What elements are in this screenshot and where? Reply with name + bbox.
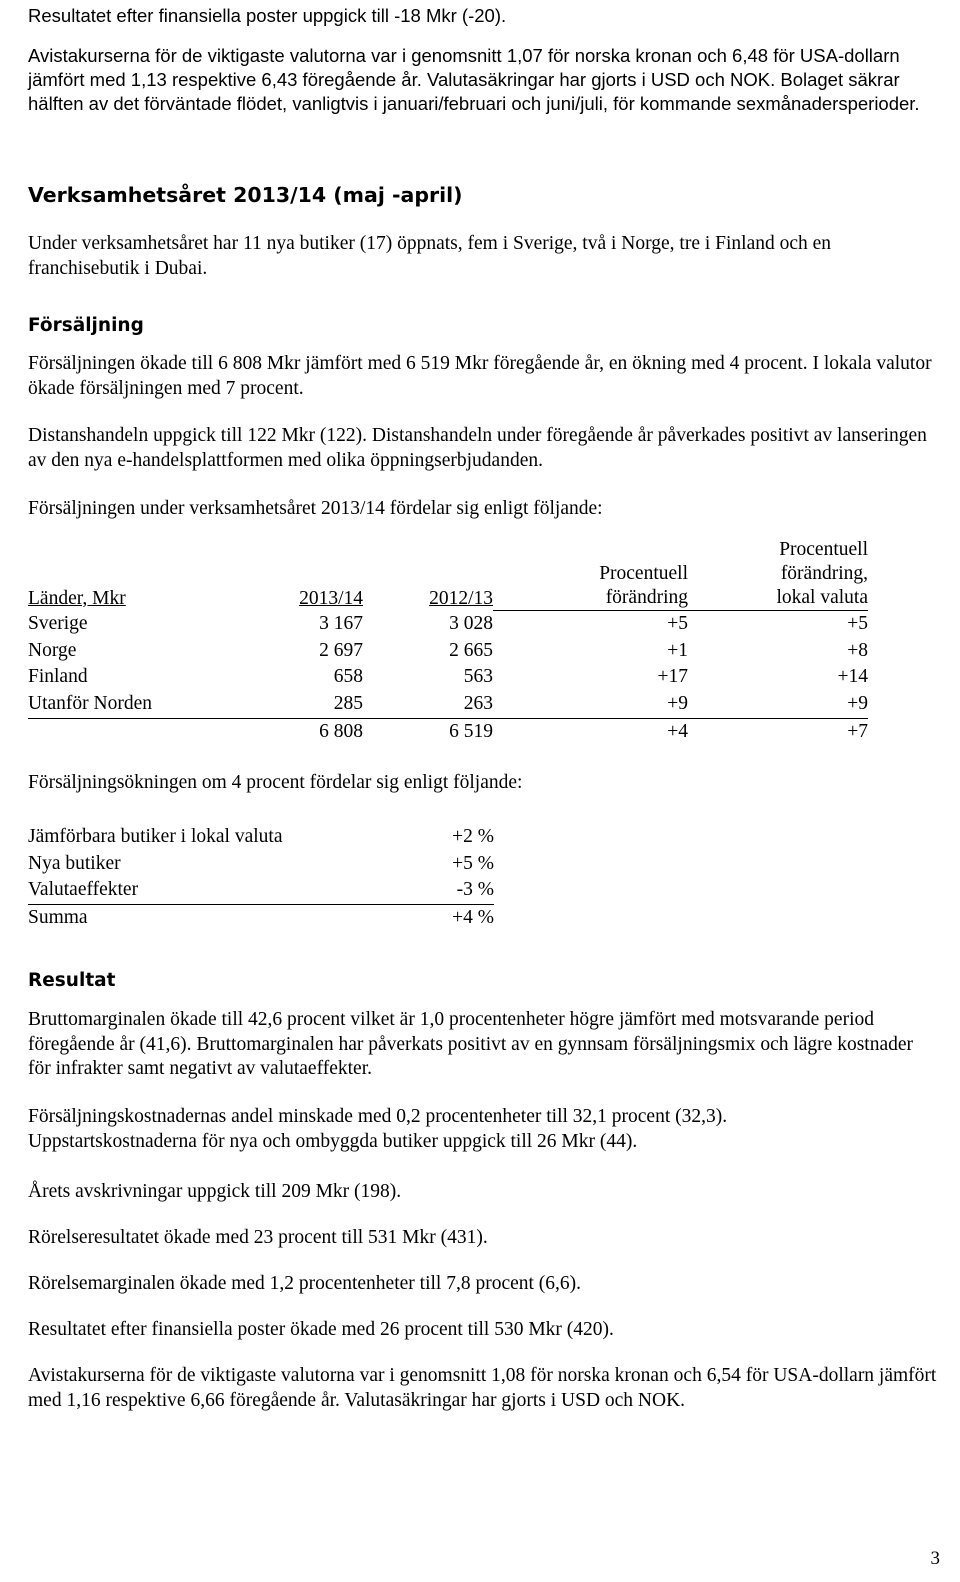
cell-local-change: +9	[688, 691, 868, 718]
result-paragraph-4: Rörelseresultatet ökade med 23 procent till 531 Mkr (431).	[28, 1227, 488, 1248]
table-total-row	[28, 718, 868, 745]
intro-currency-text: Avistakurserna för de viktigaste valutorna var i genomsnitt 1,07 för norska kronan och 6,48 för USA-dollarn jämfört med 1,13 respektive 6,43 föregående år. Valutasäkringar har gjorts i USD och NOK. Bolaget säkrar hälften av det förväntade flödet, vanligtvis i januari/februari och juni/juli, för kommande sexmånadersperioder.	[28, 45, 920, 114]
growth-value: +5 %	[452, 852, 494, 874]
header-local-change-line3: lokal valuta	[776, 587, 868, 608]
cell-local-change: +5	[847, 613, 868, 634]
result-paragraph-5: Rörelsemarginalen ökade med 1,2 procentenheter till 7,8 procent (6,6).	[28, 1273, 582, 1294]
header-local-change-line2: förändring,	[780, 563, 868, 584]
cell-percent-change: +9	[493, 691, 688, 718]
cell-percent-change: +1	[667, 639, 688, 661]
growth-value: -3 %	[368, 877, 494, 904]
header-local-change	[688, 538, 868, 611]
growth-label: Valutaeffekter	[28, 877, 368, 904]
cell-total-label	[28, 718, 173, 745]
growth-label: Jämförbara butiker i lokal valuta	[28, 826, 283, 847]
table-row	[28, 638, 868, 665]
header-local-change-line1: Procentuell	[779, 539, 868, 560]
result-paragraph-7: Avistakurserna för de viktigaste valutorna var i genomsnitt 1,08 för norska kronan och 6,54 för USA-dollarn jämfört med 1,16 respektive 6,66 föregående år. Valutasäkringar har gjorts i USD och NOK.	[28, 1365, 937, 1411]
header-percent-change-line1: Procentuell	[599, 563, 688, 584]
cell-country: Sverige	[28, 613, 88, 634]
growth-intro: Försäljningsökningen om 4 procent fördelar sig enligt följande:	[28, 772, 523, 793]
cell-2013-14: 658	[333, 666, 363, 688]
cell-2012-13: 563	[463, 666, 493, 688]
table-row	[28, 851, 494, 878]
result-paragraph-3: Årets avskrivningar uppgick till 209 Mkr (198).	[28, 1181, 402, 1202]
cell-2012-13: 3 028	[449, 613, 493, 634]
result-paragraph-6: Resultatet efter finansiella poster ökade med 26 procent till 530 Mkr (420).	[28, 1319, 614, 1340]
result-heading: Resultat	[28, 970, 116, 991]
growth-breakdown-table	[28, 824, 494, 932]
sales-paragraph-3: Försäljningen under verksamhetsåret 2013/14 fördelar sig enligt följande:	[28, 498, 603, 519]
sales-paragraph-2: Distanshandeln uppgick till 122 Mkr (122). Distanshandeln under föregående år påverkades positivt av lanseringen av den nya e-handelsplattformen med olika öppningserbjudanden.	[28, 425, 927, 471]
country-sales-table	[28, 538, 868, 746]
cell-percent-change: +5	[667, 613, 688, 634]
result-paragraph-1: Bruttomarginalen ökade till 42,6 procent vilket är 1,0 procentenheter högre jämfört med motsvarande period föregående år (41,6). Bruttomarginalen har påverkats positivt av en gynnsam försäljningsmix och lägre kostnader för infrakter samt negativt av valutaeffekter.	[28, 1009, 914, 1079]
cell-total-percent-change: +4	[667, 720, 688, 742]
growth-value: +2 %	[452, 826, 494, 847]
cell-2012-13: 2 665	[449, 639, 493, 661]
table-header-row	[28, 538, 868, 611]
result-paragraph-2a: Försäljningskostnadernas andel minskade med 0,2 procentenheter till 32,1 procent (32,3).	[28, 1106, 728, 1127]
cell-country: Finland	[28, 666, 88, 688]
section-title: Verksamhetsåret 2013/14 (maj -april)	[28, 183, 463, 207]
cell-local-change: +8	[847, 639, 868, 661]
result-paragraph-2b: Uppstartskostnaderna för nya och ombyggda butiker uppgick till 26 Mkr (44).	[28, 1131, 638, 1152]
table-row	[28, 691, 868, 718]
table-row	[28, 664, 868, 691]
intro-result-text: Resultatet efter finansiella poster uppgick till -18 Mkr (-20).	[28, 5, 507, 26]
page-number: 3	[930, 1548, 940, 1569]
cell-2013-14: 2 697	[319, 639, 363, 661]
growth-value: +4 %	[452, 907, 494, 929]
cell-total-2012-13: 6 519	[449, 720, 493, 742]
cell-percent-change: +17	[657, 666, 688, 688]
header-country: Länder, Mkr	[28, 587, 126, 609]
sales-paragraph-1: Försäljningen ökade till 6 808 Mkr jämfört med 6 519 Mkr föregående år, en ökning med 4 procent. I lokala valutor ökade försäljningen med 7 procent.	[28, 353, 932, 399]
header-percent-change	[493, 538, 688, 611]
cell-2013-14: 3 167	[319, 613, 363, 634]
cell-country: Norge	[28, 639, 77, 661]
table-row	[28, 877, 494, 904]
table-total-row	[28, 905, 494, 932]
table-row	[28, 611, 868, 638]
header-year-2013-14: 2013/14	[299, 587, 363, 609]
cell-total-local-change: +7	[847, 720, 868, 742]
header-year-2012-13: 2012/13	[429, 587, 493, 609]
cell-2013-14: 285	[173, 691, 363, 718]
cell-country: Utanför Norden	[28, 691, 173, 718]
cell-local-change: +14	[837, 666, 868, 688]
growth-label: Summa	[28, 907, 88, 929]
section-text: Under verksamhetsåret har 11 nya butiker (17) öppnats, fem i Sverige, två i Norge, tre i Finland och en franchisebutik i Dubai.	[28, 233, 832, 279]
header-percent-change-line2: förändring	[605, 587, 688, 608]
cell-total-2013-14: 6 808	[319, 720, 363, 742]
growth-label: Nya butiker	[28, 852, 121, 874]
cell-2012-13: 263	[363, 691, 493, 718]
table-row	[28, 824, 494, 851]
sales-heading: Försäljning	[28, 315, 144, 336]
